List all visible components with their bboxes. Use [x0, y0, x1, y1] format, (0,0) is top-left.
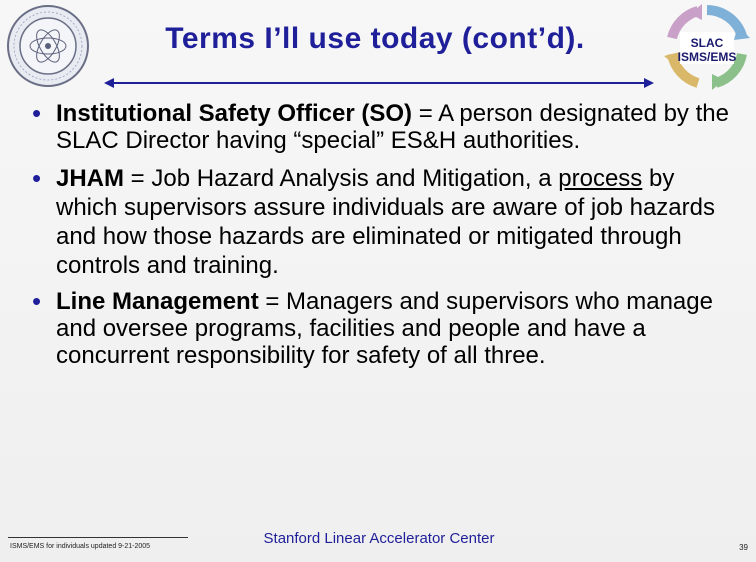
bullet-item: [30, 100, 730, 154]
footer-note: ISMS/EMS for individuals updated 9-21-2005: [10, 543, 151, 550]
bullet-list: [30, 100, 730, 369]
bullet-dot-icon: •: [32, 286, 42, 316]
bullet-item: [30, 288, 730, 369]
footer-organization: Stanford Linear Accelerator Center: [263, 530, 495, 547]
logo-text-slac: SLAC: [690, 36, 724, 50]
cycle-arrows-logo-icon: [664, 4, 750, 90]
bullet-dot-icon: •: [32, 98, 42, 128]
term-label: JHAM: [56, 165, 125, 192]
term-definition: = Job Hazard Analysis and Mitigation, a: [124, 165, 559, 192]
footer-divider: [8, 537, 188, 538]
term-definition: = Managers and supervisors who manage and oversee programs, facilities and people and have a concurrent responsibility for safety of all three.: [56, 288, 713, 369]
term-definition: = A person designated by the SLAC Director having “special” ES&H authorities.: [56, 100, 729, 154]
title-divider: [104, 76, 654, 90]
bullet-dot-icon: •: [32, 163, 42, 193]
term-definition-continued: by which supervisors assure individuals are aware of job hazards and how those hazards are eliminated or mitigated through controls and training.: [56, 165, 715, 279]
term-label: Institutional Safety Officer (SO): [56, 100, 413, 127]
logo-text-isms: ISMS/EMS: [677, 50, 737, 64]
page-number: 39: [739, 543, 748, 552]
bullet-item: [30, 164, 730, 280]
seal-logo-icon: [6, 4, 90, 88]
term-label: Line Management: [56, 288, 259, 315]
underlined-word: process: [558, 165, 643, 192]
page-title: Terms I’ll use today (cont’d).: [165, 22, 585, 55]
